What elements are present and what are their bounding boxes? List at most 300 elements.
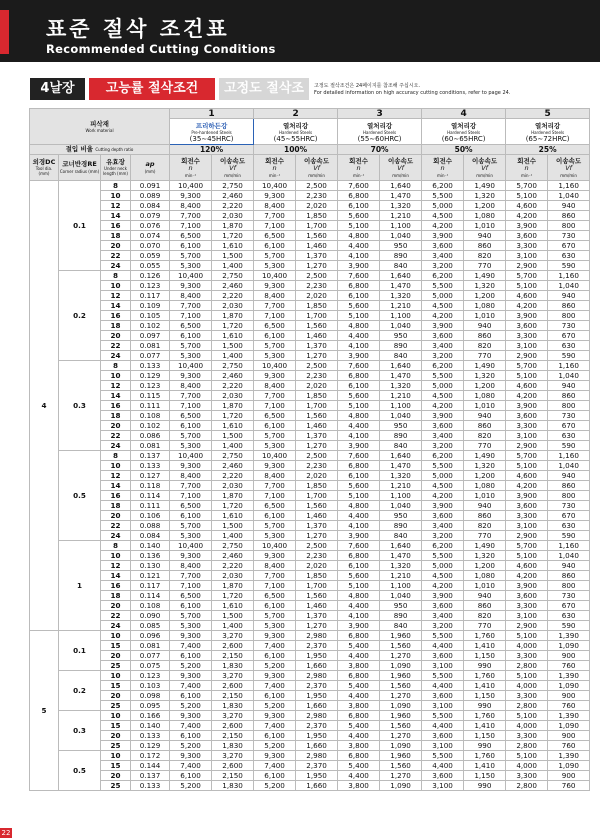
table-row — [30, 671, 590, 681]
material-number: 5 — [506, 109, 590, 119]
table-cell: 4,200 — [422, 221, 464, 231]
table-cell: 3,600 — [422, 691, 464, 701]
material-header-1: 프리하든강 Pre-hardened Steels (35∼45HRC) — [170, 119, 254, 145]
table-cell: 1,720 — [212, 231, 254, 241]
table-cell: 950 — [380, 331, 422, 341]
table-cell: 2,600 — [212, 721, 254, 731]
table-cell: 1,400 — [212, 261, 254, 271]
table-cell: 820 — [464, 521, 506, 531]
table-cell: 1,700 — [296, 311, 338, 321]
table-cell: 670 — [548, 331, 590, 341]
table-cell: 800 — [548, 221, 590, 231]
table-cell: 950 — [380, 601, 422, 611]
table-cell: 24 — [101, 351, 131, 361]
corner-radius-header: 코너반경RE Corner radius (mm) — [59, 155, 101, 181]
table-cell: 6,200 — [422, 541, 464, 551]
table-cell: 1,640 — [380, 541, 422, 551]
table-cell: 7,400 — [254, 641, 296, 651]
table-cell: 5,700 — [506, 361, 548, 371]
table-cell: 1,460 — [296, 241, 338, 251]
table-cell: 7,100 — [254, 311, 296, 321]
table-row — [30, 741, 590, 751]
table-cell: 0.086 — [131, 431, 170, 441]
table-cell: 4,800 — [338, 321, 380, 331]
table-cell: 0.076 — [131, 221, 170, 231]
table-cell: 16 — [101, 581, 131, 591]
table-cell: 6,500 — [254, 411, 296, 421]
table-cell: 2,370 — [296, 761, 338, 771]
table-cell: 940 — [548, 471, 590, 481]
table-cell: 9,300 — [170, 371, 212, 381]
table-cell: 2,500 — [296, 451, 338, 461]
table-cell: 1,150 — [464, 651, 506, 661]
table-cell: 5,100 — [506, 751, 548, 761]
table-row — [30, 361, 590, 371]
table-cell: 9,300 — [170, 631, 212, 641]
table-cell: 4,400 — [338, 691, 380, 701]
table-cell: 2,020 — [296, 381, 338, 391]
table-cell: 9,300 — [254, 461, 296, 471]
table-cell: 3,900 — [338, 441, 380, 451]
table-cell: 0.133 — [131, 731, 170, 741]
table-cell: 1,490 — [464, 451, 506, 461]
table-cell: 1,700 — [296, 401, 338, 411]
table-cell: 1,500 — [212, 521, 254, 531]
table-cell: 3,600 — [506, 411, 548, 421]
table-cell: 8,400 — [170, 561, 212, 571]
table-cell: 1,080 — [464, 391, 506, 401]
table-cell: 900 — [548, 651, 590, 661]
table-cell: 5,500 — [422, 371, 464, 381]
table-cell: 6,100 — [170, 601, 212, 611]
table-cell: 950 — [380, 511, 422, 521]
table-cell: 2,980 — [296, 671, 338, 681]
table-cell: 1,960 — [380, 711, 422, 721]
table-cell: 0.089 — [131, 191, 170, 201]
table-cell: 1,320 — [380, 381, 422, 391]
table-cell: 10,400 — [254, 451, 296, 461]
table-cell: 860 — [548, 481, 590, 491]
table-cell: 670 — [548, 601, 590, 611]
table-row — [30, 471, 590, 481]
table-cell: 7,100 — [254, 491, 296, 501]
table-cell: 7,100 — [170, 311, 212, 321]
table-cell: 4,600 — [506, 561, 548, 571]
table-cell: 6,100 — [254, 651, 296, 661]
table-cell: 900 — [548, 691, 590, 701]
table-row — [30, 641, 590, 651]
table-cell: 4,400 — [338, 421, 380, 431]
table-cell: 20 — [101, 511, 131, 521]
table-cell: 1,870 — [212, 401, 254, 411]
table-cell: 10,400 — [254, 181, 296, 191]
table-cell: 4,200 — [506, 481, 548, 491]
tab-high-precision[interactable]: 고정도 절삭조 — [219, 78, 309, 100]
table-row — [30, 211, 590, 221]
table-cell: 5,200 — [254, 781, 296, 791]
table-cell: 1,320 — [380, 471, 422, 481]
table-cell: 6,500 — [170, 591, 212, 601]
table-cell: 3,100 — [506, 341, 548, 351]
table-cell: 1,460 — [296, 511, 338, 521]
table-row — [30, 721, 590, 731]
table-cell: 0.137 — [131, 771, 170, 781]
table-cell: 2,230 — [296, 281, 338, 291]
table-cell: 4,200 — [422, 401, 464, 411]
table-cell: 5,100 — [338, 491, 380, 501]
table-cell: 1,500 — [212, 251, 254, 261]
table-cell: 6,100 — [338, 471, 380, 481]
table-cell: 6,500 — [254, 591, 296, 601]
table-cell: 5,300 — [254, 351, 296, 361]
table-cell: 890 — [380, 431, 422, 441]
table-cell: 770 — [464, 621, 506, 631]
table-cell: 1,040 — [380, 591, 422, 601]
table-cell: 8,400 — [254, 291, 296, 301]
table-cell: 7,700 — [170, 301, 212, 311]
table-cell: 2,750 — [212, 541, 254, 551]
table-cell: 2,750 — [212, 451, 254, 461]
table-cell: 20 — [101, 421, 131, 431]
table-cell: 1,010 — [464, 581, 506, 591]
table-cell: 4,100 — [338, 251, 380, 261]
table-cell: 12 — [101, 561, 131, 571]
table-cell: 1,160 — [548, 541, 590, 551]
table-cell: 820 — [464, 251, 506, 261]
table-cell: 5,200 — [254, 741, 296, 751]
corner-radius: 0.2 — [59, 671, 101, 711]
table-cell: 1,320 — [380, 291, 422, 301]
table-cell: 940 — [464, 501, 506, 511]
table-cell: 1,960 — [380, 671, 422, 681]
table-cell: 3,270 — [212, 631, 254, 641]
table-cell: 5,700 — [506, 451, 548, 461]
table-cell: 0.102 — [131, 421, 170, 431]
table-cell: 2,150 — [212, 731, 254, 741]
table-cell: 3,300 — [506, 421, 548, 431]
table-cell: 1,160 — [548, 181, 590, 191]
table-cell: 6,100 — [170, 771, 212, 781]
cutting-conditions-table — [29, 108, 590, 791]
table-cell: 940 — [464, 231, 506, 241]
table-cell: 1,210 — [380, 391, 422, 401]
table-cell: 670 — [548, 511, 590, 521]
corner-radius: 0.2 — [59, 271, 101, 361]
table-cell: 1,460 — [296, 331, 338, 341]
table-cell: 760 — [548, 701, 590, 711]
table-cell: 1,320 — [464, 281, 506, 291]
table-cell: 7,700 — [254, 481, 296, 491]
table-cell: 15 — [101, 721, 131, 731]
table-cell: 760 — [548, 741, 590, 751]
table-cell: 1,320 — [464, 551, 506, 561]
table-cell: 2,460 — [212, 551, 254, 561]
table-cell: 5,700 — [506, 541, 548, 551]
table-cell: 1,950 — [296, 651, 338, 661]
table-cell: 0.172 — [131, 751, 170, 761]
table-row — [30, 421, 590, 431]
table-cell: 0.081 — [131, 341, 170, 351]
table-cell: 4,500 — [422, 211, 464, 221]
table-row — [30, 581, 590, 591]
page-header — [0, 0, 600, 62]
table-cell: 5,000 — [422, 561, 464, 571]
depth-ratio-label: 절입 비율 Cutting depth ratio — [30, 145, 170, 155]
table-row — [30, 411, 590, 421]
table-cell: 3,100 — [506, 431, 548, 441]
table-row — [30, 311, 590, 321]
table-cell: 1,700 — [296, 581, 338, 591]
table-cell: 1,390 — [548, 711, 590, 721]
table-cell: 5,100 — [506, 461, 548, 471]
table-cell: 860 — [464, 331, 506, 341]
table-cell: 2,900 — [506, 261, 548, 271]
table-cell: 7,700 — [254, 211, 296, 221]
table-cell: 7,600 — [338, 181, 380, 191]
table-cell: 730 — [548, 231, 590, 241]
table-cell: 0.091 — [131, 181, 170, 191]
table-cell: 4,800 — [338, 411, 380, 421]
table-cell: 5,300 — [254, 621, 296, 631]
table-cell: 3,900 — [506, 221, 548, 231]
tool-dia-header: 외경DC Tool dia. (mm) — [30, 155, 59, 181]
table-cell: 1,040 — [380, 501, 422, 511]
feed-header: 이송속도 Vf mm/min — [548, 155, 590, 181]
workpiece-header: 피삭재 Work material — [30, 109, 170, 145]
table-cell: 630 — [548, 431, 590, 441]
table-cell: 890 — [380, 521, 422, 531]
table-cell: 590 — [548, 261, 590, 271]
table-cell: 2,220 — [212, 201, 254, 211]
table-cell: 0.130 — [131, 561, 170, 571]
table-cell: 1,410 — [464, 761, 506, 771]
table-row — [30, 531, 590, 541]
table-cell: 7,700 — [170, 481, 212, 491]
table-cell: 2,220 — [212, 381, 254, 391]
table-cell: 7,600 — [338, 271, 380, 281]
table-cell: 3,400 — [422, 251, 464, 261]
table-cell: 3,400 — [422, 431, 464, 441]
table-cell: 22 — [101, 521, 131, 531]
table-cell: 5,000 — [422, 201, 464, 211]
table-cell: 3,100 — [422, 701, 464, 711]
table-cell: 5,700 — [506, 271, 548, 281]
table-cell: 5,200 — [170, 781, 212, 791]
table-cell: 1,610 — [212, 511, 254, 521]
table-cell: 16 — [101, 221, 131, 231]
table-cell: 0.114 — [131, 591, 170, 601]
table-row — [30, 441, 590, 451]
table-cell: 1,850 — [296, 481, 338, 491]
table-cell: 3,600 — [506, 231, 548, 241]
table-cell: 5,200 — [170, 701, 212, 711]
table-cell: 5,200 — [254, 701, 296, 711]
table-cell: 1,950 — [296, 771, 338, 781]
table-cell: 1,160 — [548, 451, 590, 461]
table-cell: 0.127 — [131, 471, 170, 481]
feed-header: 이송속도 Vf mm/min — [464, 155, 506, 181]
table-cell: 4,200 — [506, 391, 548, 401]
table-cell: 820 — [464, 611, 506, 621]
table-cell: 2,980 — [296, 631, 338, 641]
table-cell: 6,100 — [254, 601, 296, 611]
table-cell: 9,300 — [254, 281, 296, 291]
table-cell: 6,500 — [254, 231, 296, 241]
table-cell: 0.077 — [131, 351, 170, 361]
table-cell: 3,300 — [506, 331, 548, 341]
table-cell: 8,400 — [170, 381, 212, 391]
table-cell: 5,300 — [170, 531, 212, 541]
table-cell: 8 — [101, 181, 131, 191]
table-cell: 860 — [548, 391, 590, 401]
table-cell: 800 — [548, 581, 590, 591]
table-cell: 820 — [464, 341, 506, 351]
table-cell: 9,300 — [170, 191, 212, 201]
table-cell: 3,300 — [506, 601, 548, 611]
table-cell: 0.133 — [131, 361, 170, 371]
table-cell: 5,700 — [170, 251, 212, 261]
table-cell: 5,500 — [422, 711, 464, 721]
table-cell: 0.123 — [131, 381, 170, 391]
table-cell: 10 — [101, 751, 131, 761]
table-cell: 2,900 — [506, 531, 548, 541]
table-cell: 1,850 — [296, 211, 338, 221]
table-row — [30, 651, 590, 661]
table-cell: 0.117 — [131, 581, 170, 591]
table-cell: 1,610 — [212, 421, 254, 431]
table-cell: 5,300 — [170, 351, 212, 361]
table-cell: 1,610 — [212, 601, 254, 611]
table-cell: 0.090 — [131, 611, 170, 621]
table-cell: 1,850 — [296, 301, 338, 311]
table-cell: 1,410 — [464, 721, 506, 731]
table-cell: 840 — [380, 441, 422, 451]
table-cell: 5,700 — [506, 181, 548, 191]
table-cell: 12 — [101, 381, 131, 391]
table-cell: 2,600 — [212, 681, 254, 691]
tab-4-flute[interactable]: 4날장 — [30, 78, 85, 100]
table-cell: 5,300 — [254, 261, 296, 271]
table-cell: 5,300 — [170, 621, 212, 631]
table-cell: 1,010 — [464, 401, 506, 411]
table-cell: 1,700 — [296, 491, 338, 501]
table-cell: 6,100 — [254, 691, 296, 701]
table-cell: 4,400 — [422, 681, 464, 691]
table-cell: 6,100 — [254, 771, 296, 781]
table-cell: 1,100 — [380, 581, 422, 591]
table-cell: 1,500 — [212, 341, 254, 351]
table-cell: 0.075 — [131, 661, 170, 671]
table-cell: 7,600 — [338, 541, 380, 551]
material-number: 4 — [422, 109, 506, 119]
table-row — [30, 701, 590, 711]
table-cell: 1,560 — [296, 411, 338, 421]
table-cell: 770 — [464, 261, 506, 271]
table-cell: 1,200 — [464, 471, 506, 481]
table-cell: 20 — [101, 601, 131, 611]
material-header-4: 열처리강 Hardened Steels (60∼65HRC) — [422, 119, 506, 145]
table-cell: 1,200 — [464, 201, 506, 211]
table-cell: 1,270 — [296, 261, 338, 271]
table-cell: 3,900 — [422, 321, 464, 331]
table-cell: 3,800 — [338, 741, 380, 751]
table-cell: 940 — [464, 591, 506, 601]
table-cell: 7,100 — [170, 221, 212, 231]
table-cell: 5,100 — [338, 401, 380, 411]
table-cell: 770 — [464, 531, 506, 541]
table-cell: 6,800 — [338, 711, 380, 721]
table-cell: 1,040 — [548, 191, 590, 201]
ap-header: ap (mm) — [131, 155, 170, 181]
table-row — [30, 521, 590, 531]
table-cell: 4,100 — [338, 611, 380, 621]
table-cell: 9,300 — [170, 281, 212, 291]
table-cell: 14 — [101, 571, 131, 581]
table-cell: 1,470 — [380, 551, 422, 561]
table-row — [30, 491, 590, 501]
table-cell: 1,150 — [464, 731, 506, 741]
table-cell: 3,200 — [422, 351, 464, 361]
feed-header: 이송속도 Vf mm/min — [296, 155, 338, 181]
table-cell: 4,600 — [506, 471, 548, 481]
table-cell: 940 — [548, 381, 590, 391]
table-cell: 1,390 — [548, 631, 590, 641]
table-cell: 3,300 — [506, 771, 548, 781]
table-cell: 7,100 — [170, 401, 212, 411]
table-cell: 1,560 — [296, 591, 338, 601]
table-cell: 2,370 — [296, 641, 338, 651]
table-cell: 1,270 — [380, 771, 422, 781]
table-row — [30, 241, 590, 251]
table-cell: 4,400 — [338, 771, 380, 781]
tab-high-efficiency[interactable]: 고능률 절삭조건 — [89, 78, 215, 100]
table-cell: 0.136 — [131, 551, 170, 561]
table-cell: 2,980 — [296, 751, 338, 761]
table-cell: 6,100 — [338, 201, 380, 211]
table-row — [30, 511, 590, 521]
table-cell: 1,200 — [464, 381, 506, 391]
table-cell: 1,100 — [380, 491, 422, 501]
table-cell: 0.129 — [131, 371, 170, 381]
table-cell: 990 — [464, 661, 506, 671]
table-cell: 3,100 — [506, 251, 548, 261]
table-cell: 9,300 — [254, 711, 296, 721]
table-cell: 10 — [101, 551, 131, 561]
table-cell: 0.123 — [131, 281, 170, 291]
table-cell: 3,900 — [422, 501, 464, 511]
table-row — [30, 501, 590, 511]
table-cell: 2,800 — [506, 781, 548, 791]
table-cell: 1,210 — [380, 481, 422, 491]
table-cell: 0.095 — [131, 701, 170, 711]
table-cell: 800 — [548, 491, 590, 501]
table-cell: 1,090 — [380, 741, 422, 751]
table-cell: 4,200 — [422, 581, 464, 591]
material-number: 2 — [254, 109, 338, 119]
speed-header: 회전수 n min⁻¹ — [338, 155, 380, 181]
table-cell: 1,090 — [380, 661, 422, 671]
table-row — [30, 371, 590, 381]
table-cell: 2,460 — [212, 461, 254, 471]
table-cell: 7,700 — [254, 391, 296, 401]
table-cell: 4,400 — [338, 731, 380, 741]
table-cell: 8,400 — [254, 471, 296, 481]
table-cell: 6,500 — [254, 321, 296, 331]
table-cell: 24 — [101, 531, 131, 541]
table-cell: 2,600 — [212, 761, 254, 771]
table-cell: 0.105 — [131, 311, 170, 321]
table-cell: 10,400 — [170, 361, 212, 371]
